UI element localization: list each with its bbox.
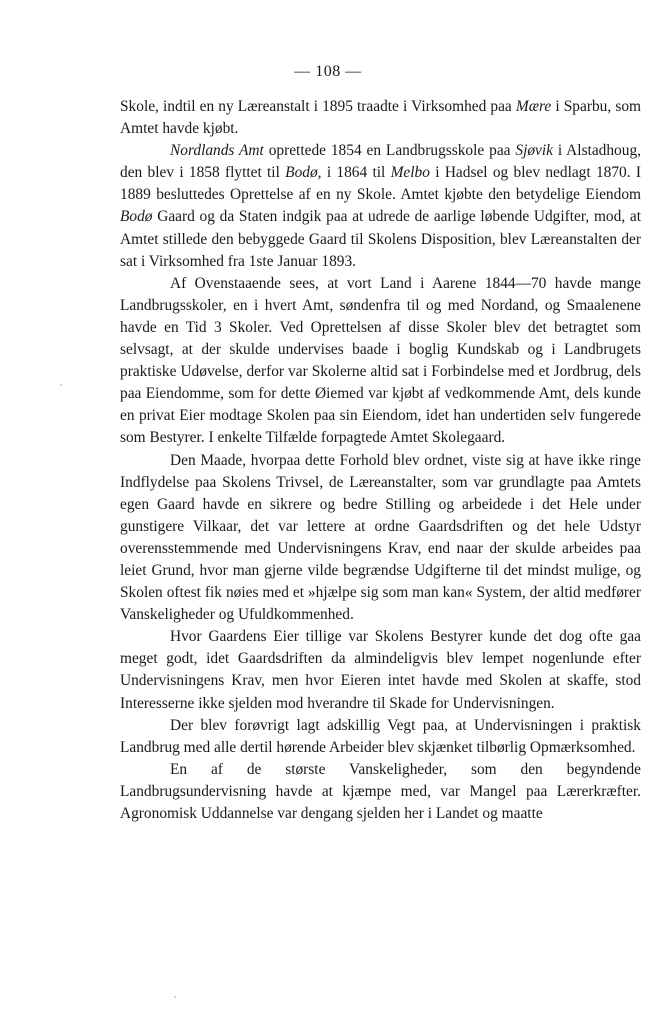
text-run: Den Maade, hvorpaa dette Forhold blev ordnet, viste sig at have ikke ringe Indflydelse paa Skolens Trivsel, de Læreanstalter, som var grundlagte paa Amtets egen Gaard havde en sikrere og bedre Stilling og arbeidede i det Hele under gunstigere Vilkaar, det var lettere at ordne Gaardsdriften og det hele Udstyr overensstemmende med Undervisningens Krav, end naar der skulde arbeides paa leiet Grund, hvor man gjerne vilde begrændse Udgifterne til det mindst mulige, og Skolen oftest fik nøies med et »hjælpe sig som man kan« System, der altid medfører Vanskeligheder og Ufuldkommenhed.: [120, 451, 641, 624]
text-run: Af Ovenstaaende sees, at vort Land i Aarene 1844—70 havde mange Landbrugsskoler, en i hvert Amt, søndenfra til og med Nordand, og Smaalenene havde en Tid 3 Skoler. Ved Oprettelsen af disse Skoler blev det betragtet som selvsagt, at der skulde undervises baade i boglig Kundskab og i Landbrugets praktiske Udøvelse, derfor var Skolerne altid sat i Forbindelse med et Jordbrug, dels paa Eiendomme, som for dette Øiemed var kjøbt af vedkommende Amt, dels kunde en privat Eier modtage Skolen paa sin Eiendom, idet han undertiden selv fungerede som Bestyrer. I enkelte Tilfælde forpagtede Amtet Skolegaard.: [120, 274, 641, 447]
italic-text: Mære: [515, 98, 552, 115]
paragraph: [120, 715, 641, 759]
text-run: En af de største Vanskeligheder, som den begyndende Landbrugsundervisning havde at kjæmpe med, var Mangel paa Lærerkræfter. Agronomisk Uddannelse var dengang sjelden her i Landet og maatte: [120, 760, 641, 822]
page-number: — 108 —: [294, 63, 362, 80]
italic-text: Bodø: [120, 208, 153, 226]
italic-text: Sjøvik: [515, 142, 553, 160]
italic-text: Bodø,: [285, 164, 322, 182]
paragraph: [120, 273, 641, 450]
text-run: Skole, indtil en ny Læreanstalt i 1895 traadte i Virksomhed paa: [120, 98, 516, 115]
text-run: i Alstadhoug, den blev i 1858 flyttet til: [120, 142, 641, 182]
text-run: i Sparbu, som Amtet havde kjøbt.: [120, 98, 641, 138]
italic-text: Melbo: [390, 164, 430, 182]
text-run: i Hadsel og blev nedlagt 1870. I 1889 besluttedes Oprettelse af en ny Skole. Amtet kjøbte den betydelige Eiendom: [120, 164, 641, 204]
scan-speck: [174, 996, 176, 998]
paragraph: [120, 450, 641, 627]
scan-speck: [60, 384, 62, 386]
italic-text: Nordlands Amt: [170, 142, 264, 160]
text-run: Hvor Gaardens Eier tillige var Skolens Bestyrer kunde det dog ofte gaa meget godt, idet Gaardsdriften da almindeligvis blev lempet nogenlunde efter Undervisningens Krav, men hvor Eieren intet havde med Skolen at skaffe, stod Interesserne ikke sjelden mod hverandre til Skade for Undervisningen.: [120, 628, 641, 712]
text-run: Gaard og da Staten indgik paa at udrede de aarlige løbende Udgifter, mod, at Amtet stillede den bebyggede Gaard til Skolens Disposition, blev Læreanstalten der sat i Virksomhed fra 1ste Januar 1893.: [120, 208, 641, 270]
paragraph: [120, 626, 641, 714]
paragraph: [120, 759, 641, 825]
text-run: Der blev forøvrigt lagt adskillig Vegt paa, at Undervisningen i praktisk Landbrug med alle dertil hørende Arbeider blev skjænket tilbørlig Opmærksomhed.: [120, 716, 641, 756]
text-run: i 1864 til: [321, 164, 391, 182]
paragraph: [120, 140, 641, 273]
paragraph: [120, 96, 641, 140]
body-text: [120, 96, 641, 825]
text-run: oprettede 1854 en Landbrugsskole paa: [263, 142, 516, 160]
